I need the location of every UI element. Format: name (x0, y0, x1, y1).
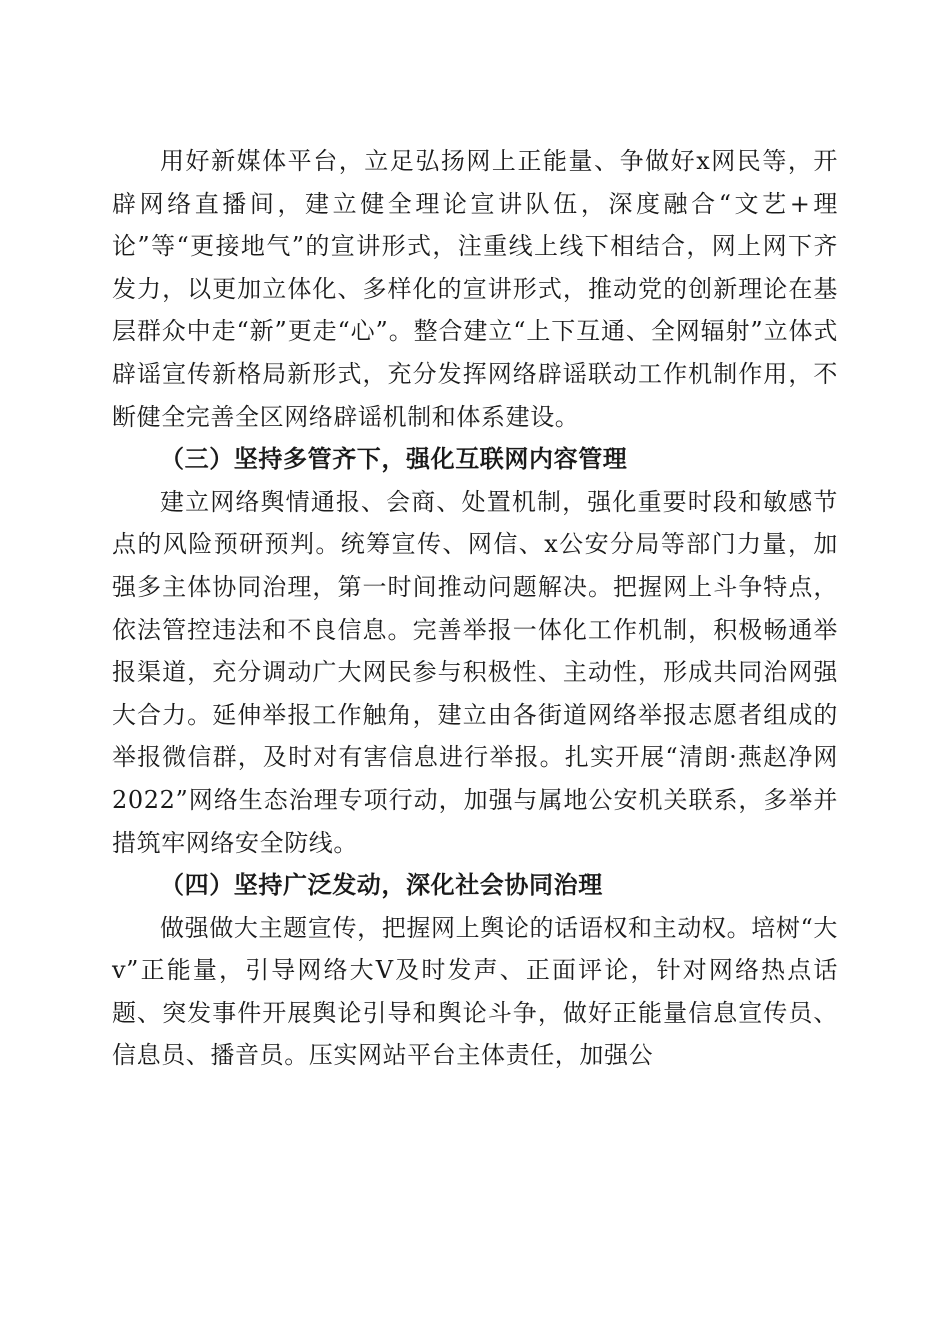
document-body (112, 140, 838, 1077)
section-heading-3: （三）坚持多管齐下，强化互联网内容管理 (160, 445, 628, 474)
paragraph-new-media: 用好新媒体平台，立足弘扬网上正能量、争做好x网民等，开辟网络直播间，建立健全理论宣讲队伍，深度融合“文艺+理论”等“更接地气”的宣讲形式，注重线上线下相结合，网上网下齐发力，以更加立体化、多样化的宣讲形式，推动党的创新理论在基层群众中走“新”更走“心”。整合建立“上下互通、全网辐射”立体式辟谣宣传新格局新形式，充分发挥网络辟谣联动工作机制作用，不断健全完善全区网络辟谣机制和体系建设。 (112, 147, 838, 431)
paragraph-content-management: 建立网络舆情通报、会商、处置机制，强化重要时段和敏感节点的风险预研预判。统筹宣传、网信、x公安分局等部门力量，加强多主体协同治理，第一时间推动问题解决。把握网上斗争特点，依法管控违法和不良信息。完善举报一体化工作机制，积极畅通举报渠道，充分调动广大网民参与积极性、主动性，形成共同治网强大合力。延伸举报工作触角，建立由各街道网络举报志愿者组成的举报微信群，及时对有害信息进行举报。扎实开展“清朗·燕赵净网2022”网络生态治理专项行动，加强与属地公安机关联系，多举并措筑牢网络安全防线。 (112, 487, 838, 857)
section-heading-4: （四）坚持广泛发动，深化社会协同治理 (160, 871, 603, 900)
paragraph-social-governance: 做强做大主题宣传，把握网上舆论的话语权和主动权。培树“大v”正能量，引导网络大V及时发声、正面评论，针对网络热点话题、突发事件开展舆论引导和舆论斗争，做好正能量信息宣传员、信息员、播音员。压实网站平台主体责任，加强公 (112, 913, 838, 1070)
